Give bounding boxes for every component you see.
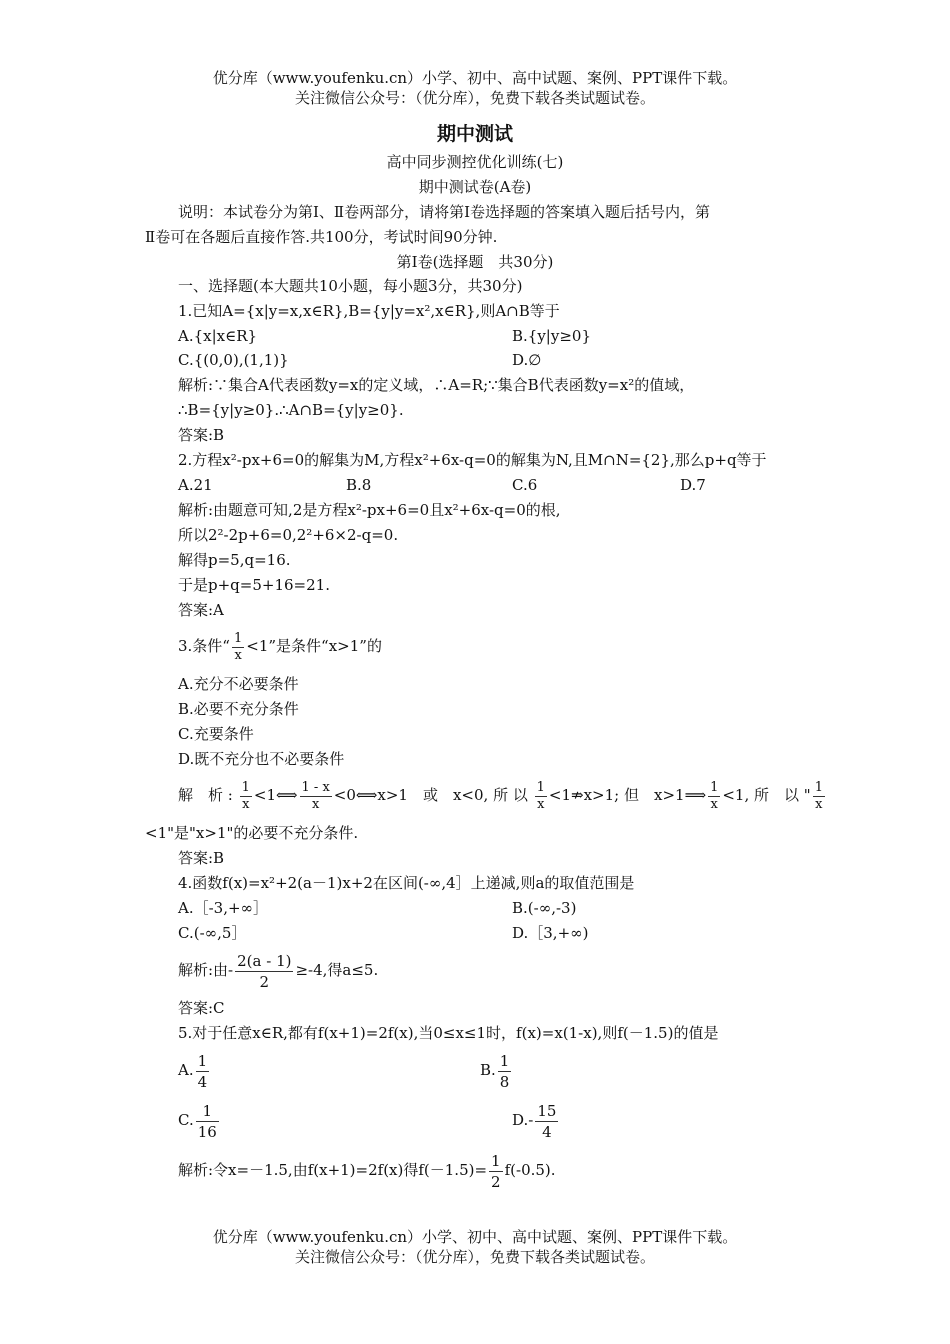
fraction-numerator: 1 bbox=[814, 779, 823, 795]
q4-option-c: C.(-∞,5］ bbox=[178, 924, 247, 942]
q2-solution-1: 解析:由题意可知,2是方程x²-px+6=0且x²+6x-q=0的根, bbox=[178, 501, 561, 519]
q3-option-c: C.充要条件 bbox=[178, 725, 254, 743]
q1-solution-1: 解析:∵集合A代表函数y=x的定义域，∴A=R;∵集合B代表函数y=x²的值域， bbox=[178, 376, 695, 394]
header-line-1: 优分库（www.youfenku.cn）小学、初中、高中试题、案例、PPT课件下载。 bbox=[212, 69, 738, 87]
q2-solution-2: 所以2²-2p+6=0,2²+6×2-q=0. bbox=[178, 526, 399, 544]
q4-solution bbox=[178, 948, 378, 992]
fraction-denominator: x bbox=[232, 647, 244, 664]
fraction-numerator: 15 bbox=[537, 1101, 557, 1120]
q5-sol-prefix: 解析:令x=－1.5,由f(x+1)=2f(x)得f(－1.5)= bbox=[178, 1161, 488, 1179]
fraction-numerator: 1 bbox=[710, 779, 719, 795]
fraction-denominator: x bbox=[708, 796, 720, 813]
q3-stem-fraction bbox=[232, 631, 244, 664]
q3-sol-text-4: <1⇏x>1; 但 x>1⟹ bbox=[548, 786, 707, 804]
q4-sol-prefix: 解析:由- bbox=[178, 961, 234, 979]
q5-option-a-fraction bbox=[196, 1051, 210, 1092]
q3-option-d: D.既不充分也不必要条件 bbox=[178, 750, 345, 768]
q3-answer: 答案:B bbox=[178, 849, 225, 867]
q3-stem-suffix: <1”是条件“x>1”的 bbox=[246, 637, 382, 655]
page-title: 期中测试 bbox=[436, 123, 513, 145]
fraction-numerator: 1 bbox=[233, 630, 243, 646]
q3-sol-fraction-1 bbox=[240, 780, 252, 813]
q4-sol-fraction bbox=[235, 951, 293, 992]
q3-sol-fraction-3 bbox=[535, 780, 547, 813]
q3-sol-fraction-5 bbox=[813, 780, 825, 813]
fraction-numerator: 1 bbox=[491, 1151, 501, 1170]
q2-answer: 答案:A bbox=[178, 601, 224, 619]
q5-option-b-label: B. bbox=[480, 1061, 496, 1079]
fraction-numerator: 1 bbox=[197, 1051, 208, 1070]
q5-option-b-fraction bbox=[498, 1051, 512, 1092]
q3-sol-text-2: <1⟺ bbox=[253, 786, 298, 804]
q1-solution-2: ∴B={y|y≥0}.∴A∩B={y|y≥0}. bbox=[178, 401, 404, 419]
q3-stem bbox=[178, 626, 382, 666]
footer-line-2: 关注微信公众号：（优分库），免费下载各类试题试卷。 bbox=[294, 1248, 655, 1266]
q5-solution bbox=[178, 1148, 556, 1192]
fraction-numerator: 1 bbox=[202, 1101, 213, 1120]
q2-stem: 2.方程x²-px+6=0的解集为M,方程x²+6x-q=0的解集为N,且M∩N={2},那么p+q等于 bbox=[178, 451, 767, 469]
fraction-numerator: 2(a - 1) bbox=[237, 951, 292, 970]
q4-sol-suffix: ≥-4,得a≤5. bbox=[295, 961, 379, 979]
fraction-numerator: 1 bbox=[499, 1051, 510, 1070]
fraction-numerator: 1 - x bbox=[301, 779, 330, 795]
fraction-denominator: 16 bbox=[197, 1122, 217, 1141]
q4-option-a: A.［-3,+∞］ bbox=[178, 899, 269, 917]
q1-option-a: A.{x|x∈R} bbox=[178, 327, 258, 345]
q2-option-b: B.8 bbox=[346, 476, 372, 494]
q3-option-b: B.必要不充分条件 bbox=[178, 700, 299, 718]
footer-line-1: 优分库（www.youfenku.cn）小学、初中、高中试题、案例、PPT课件下载。 bbox=[212, 1228, 738, 1246]
q3-stem-prefix: 3.条件“ bbox=[178, 637, 230, 655]
q3-sol-text-1: 解 析 : bbox=[178, 786, 233, 804]
q2-solution-4: 于是p+q=5+16=21. bbox=[178, 576, 330, 594]
subtitle-2: 期中测试卷(A卷) bbox=[418, 178, 532, 196]
intro-line-1: 说明：本试卷分为第Ⅰ、Ⅱ卷两部分，请将第Ⅰ卷选择题的答案填入题后括号内，第 bbox=[178, 203, 711, 221]
fraction-denominator: 8 bbox=[499, 1072, 510, 1091]
q2-option-c: C.6 bbox=[512, 476, 538, 494]
q3-solution-1 bbox=[178, 775, 827, 815]
q4-stem: 4.函数f(x)=x²+2(a－1)x+2在区间(-∞,4］上递减,则a的取值范围是 bbox=[178, 874, 635, 892]
q4-option-d: D.［3,+∞) bbox=[512, 924, 589, 942]
q5-option-d bbox=[512, 1098, 560, 1142]
fraction-denominator: 2 bbox=[491, 1172, 501, 1191]
fraction-denominator: x bbox=[535, 796, 547, 813]
q3-sol-text-3: <0⟺x>1 或 x<0, 所 以 bbox=[333, 786, 528, 804]
fraction-denominator: 2 bbox=[235, 971, 293, 992]
q3-solution-2: <1"是"x>1"的必要不充分条件. bbox=[145, 824, 359, 842]
q5-sol-fraction bbox=[489, 1151, 503, 1192]
q3-sol-fraction-2 bbox=[300, 780, 332, 813]
q2-option-a: A.21 bbox=[178, 476, 213, 494]
q5-option-a bbox=[178, 1048, 211, 1092]
q5-option-a-label: A. bbox=[178, 1061, 194, 1079]
intro-line-2: Ⅱ卷可在各题后直接作答.共100分，考试时间90分钟. bbox=[145, 228, 498, 246]
fraction-denominator: x bbox=[300, 796, 332, 813]
q5-option-d-label: D.- bbox=[512, 1111, 534, 1129]
fraction-numerator: 1 bbox=[241, 779, 250, 795]
q1-option-b: B.{y|y≥0} bbox=[512, 327, 591, 345]
q5-option-c-fraction bbox=[196, 1101, 219, 1142]
q1-option-d: D.∅ bbox=[512, 351, 542, 369]
q5-sol-suffix: f(-0.5). bbox=[504, 1161, 556, 1179]
q5-option-c-label: C. bbox=[178, 1111, 194, 1129]
q3-sol-text-5: <1, 所 以 " bbox=[722, 786, 811, 804]
part-1-heading: 第Ⅰ卷(选择题 共30分) bbox=[396, 253, 554, 271]
fraction-denominator: 4 bbox=[197, 1072, 208, 1091]
q5-stem: 5.对于任意x∈R,都有f(x+1)=2f(x),当0≤x≤1时，f(x)=x(1-x),则f(－1.5)的值是 bbox=[178, 1024, 719, 1042]
q4-option-b: B.(-∞,-3) bbox=[512, 899, 577, 917]
fraction-numerator: 1 bbox=[536, 779, 545, 795]
fraction-denominator: x bbox=[240, 796, 252, 813]
q1-stem: 1.已知A={x|y=x,x∈R},B={y|y=x²,x∈R},则A∩B等于 bbox=[178, 302, 560, 320]
q3-option-a: A.充分不必要条件 bbox=[178, 675, 299, 693]
header-line-2: 关注微信公众号：（优分库），免费下载各类试题试卷。 bbox=[294, 89, 655, 107]
q5-option-d-fraction bbox=[535, 1101, 558, 1142]
subtitle-1: 高中同步测控优化训练(七) bbox=[386, 153, 564, 171]
q1-option-c: C.{(0,0),(1,1)} bbox=[178, 351, 289, 369]
section-1-heading: 一、选择题(本大题共10小题，每小题3分，共30分) bbox=[178, 277, 523, 295]
q2-option-d: D.7 bbox=[680, 476, 706, 494]
fraction-denominator: x bbox=[813, 796, 825, 813]
q5-option-c bbox=[178, 1098, 221, 1142]
q4-answer: 答案:C bbox=[178, 999, 225, 1017]
q3-sol-fraction-4 bbox=[708, 780, 720, 813]
q1-answer: 答案:B bbox=[178, 426, 225, 444]
q5-option-b bbox=[480, 1048, 513, 1092]
fraction-denominator: 4 bbox=[535, 1121, 558, 1142]
q2-solution-3: 解得p=5,q=16. bbox=[178, 551, 291, 569]
